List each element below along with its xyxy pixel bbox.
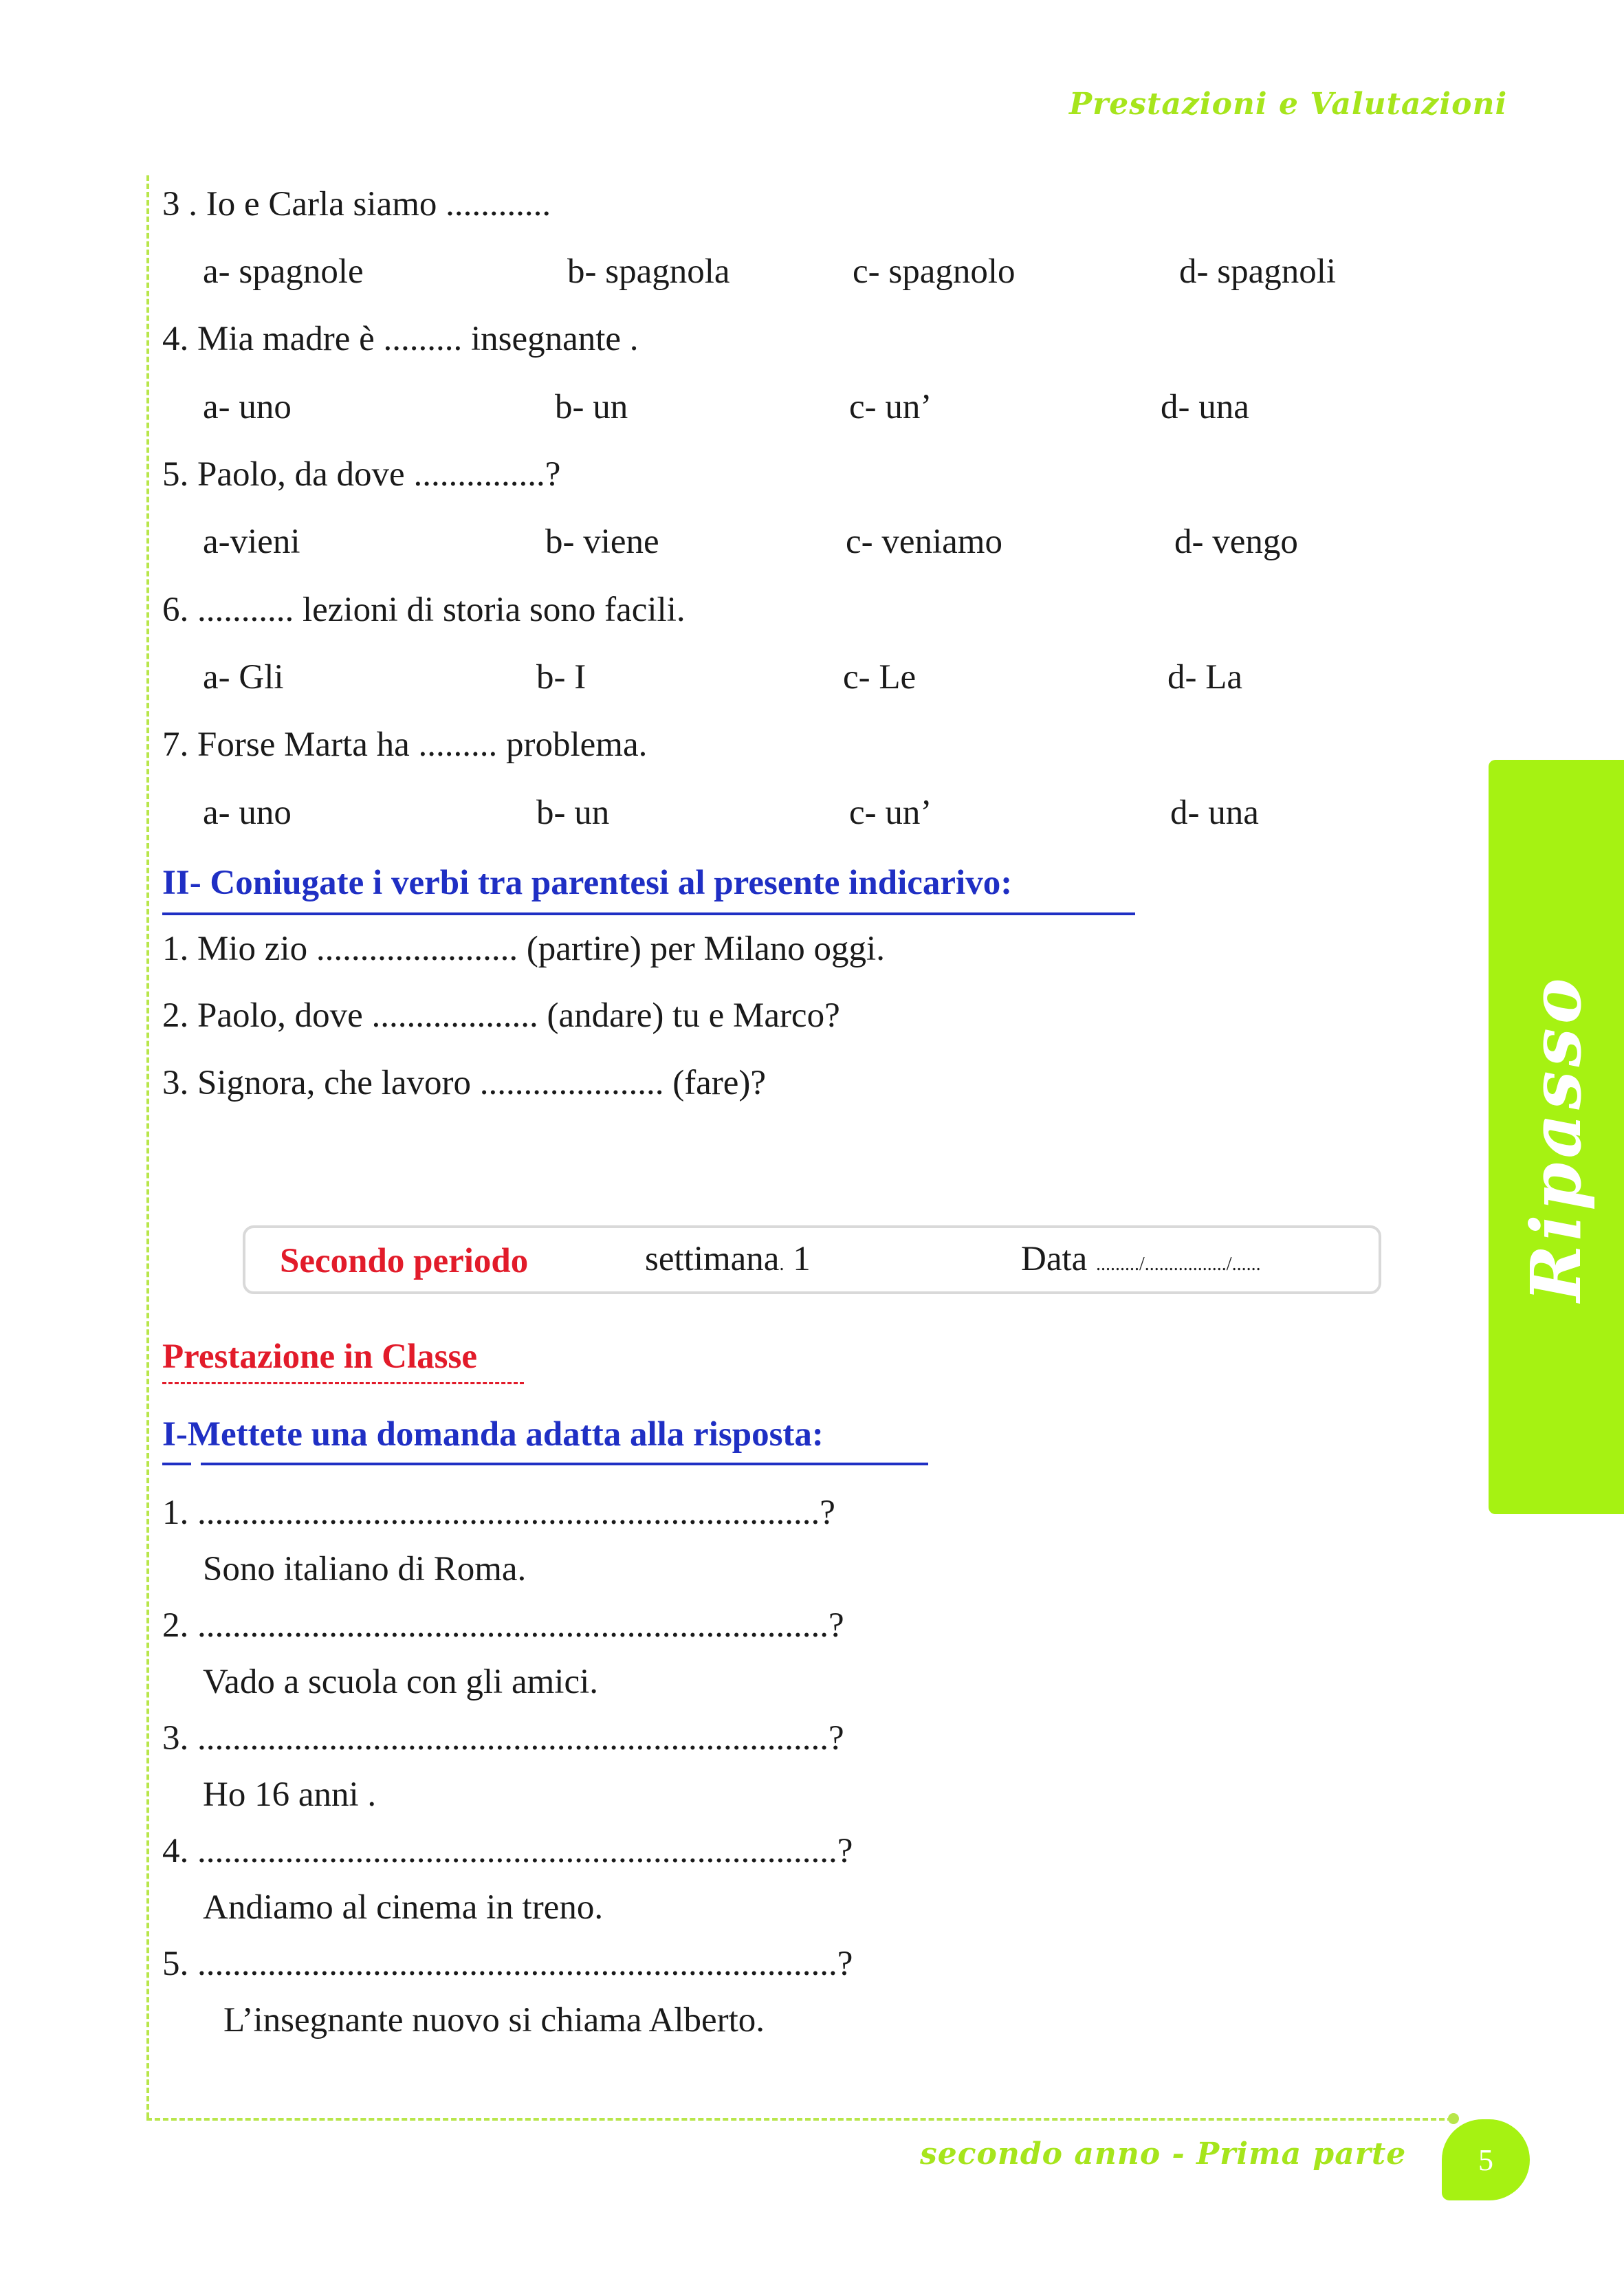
section-1-underline-b bbox=[201, 1463, 928, 1465]
border-corner-dot bbox=[1448, 2113, 1459, 2124]
section-2-underline bbox=[162, 912, 1135, 915]
footer-text: secondo anno - Prima parte bbox=[920, 2136, 1407, 2172]
question-5-stem: 5. Paolo, da dove ...............? bbox=[162, 455, 561, 494]
section-2-title: II- Coniugate i verbi tra parentesi al presente indicarivo: bbox=[162, 864, 1013, 902]
bottom-dashed-border bbox=[146, 2118, 1453, 2121]
q5-option-a: a-vieni bbox=[203, 523, 300, 561]
date-label: Data ........./................./...... bbox=[1021, 1240, 1261, 1278]
section-1-answer-2: Vado a scuola con gli amici. bbox=[203, 1663, 598, 1701]
question-6-stem: 6. ........... lezioni di storia sono facili. bbox=[162, 591, 685, 629]
prestazione-underline bbox=[162, 1382, 524, 1384]
section-1-answer-4: Andiamo al cinema in treno. bbox=[203, 1888, 604, 1927]
q6-option-b: b- I bbox=[536, 658, 586, 697]
q5-option-b: b- viene bbox=[545, 523, 659, 561]
section-1-question-1: 1. .......................................................................? bbox=[162, 1494, 835, 1532]
side-tab-label: Ripasso bbox=[1515, 974, 1596, 1302]
section-1-answer-5: L’insegnante nuovo si chiama Alberto. bbox=[223, 2001, 765, 2040]
q6-option-a: a- Gli bbox=[203, 658, 284, 697]
section-2-item-1: 1. Mio zio ....................... (partire) per Milano oggi. bbox=[162, 930, 885, 968]
q4-option-a: a- uno bbox=[203, 388, 292, 426]
section-1-question-5: 5. .........................................................................? bbox=[162, 1945, 853, 1983]
q6-option-d: d- La bbox=[1167, 658, 1243, 697]
section-1-answer-3: Ho 16 anni . bbox=[203, 1775, 377, 1814]
section-1-answer-1: Sono italiano di Roma. bbox=[203, 1550, 527, 1588]
q3-option-c: c- spagnolo bbox=[853, 252, 1016, 291]
left-dashed-border bbox=[146, 175, 149, 2118]
q7-option-a: a- uno bbox=[203, 794, 292, 832]
q4-option-c: c- un’ bbox=[849, 388, 932, 426]
question-3-stem: 3 . Io e Carla siamo ............ bbox=[162, 185, 551, 223]
section-1-question-2: 2. ........................................................................? bbox=[162, 1606, 844, 1645]
q7-option-d: d- una bbox=[1170, 794, 1259, 832]
page-number-badge bbox=[1442, 2119, 1530, 2200]
q7-option-b: b- un bbox=[536, 794, 610, 832]
page-header-title: Prestazioni e Valutazioni bbox=[1069, 87, 1508, 122]
section-2-item-2: 2. Paolo, dove ................... (andare) tu e Marco? bbox=[162, 996, 840, 1035]
section-2-item-3: 3. Signora, che lavoro ..................... (fare)? bbox=[162, 1064, 767, 1102]
q6-option-c: c- Le bbox=[843, 658, 917, 697]
q3-option-b: b- spagnola bbox=[567, 252, 730, 291]
question-4-stem: 4. Mia madre è ......... insegnante . bbox=[162, 320, 639, 358]
week-label: settimana. 1 bbox=[645, 1240, 811, 1278]
section-1-question-3: 3. ........................................................................? bbox=[162, 1719, 844, 1758]
period-label: Secondo periodo bbox=[280, 1242, 529, 1280]
q7-option-c: c- un’ bbox=[849, 794, 932, 832]
q3-option-d: d- spagnoli bbox=[1179, 252, 1337, 291]
page-number: 5 bbox=[1478, 2143, 1493, 2177]
q5-option-c: c- veniamo bbox=[846, 523, 1002, 561]
question-7-stem: 7. Forse Marta ha ......... problema. bbox=[162, 725, 648, 764]
q5-option-d: d- vengo bbox=[1174, 523, 1298, 561]
q4-option-b: b- un bbox=[555, 388, 628, 426]
prestazione-title: Prestazione in Classe bbox=[162, 1337, 478, 1376]
section-1-question-4: 4. .........................................................................? bbox=[162, 1832, 853, 1870]
section-1-title: I-Mettete una domanda adatta alla risposta: bbox=[162, 1415, 824, 1454]
q4-option-d: d- una bbox=[1161, 388, 1249, 426]
section-1-underline-a bbox=[162, 1463, 191, 1465]
q3-option-a: a- spagnole bbox=[203, 252, 364, 291]
